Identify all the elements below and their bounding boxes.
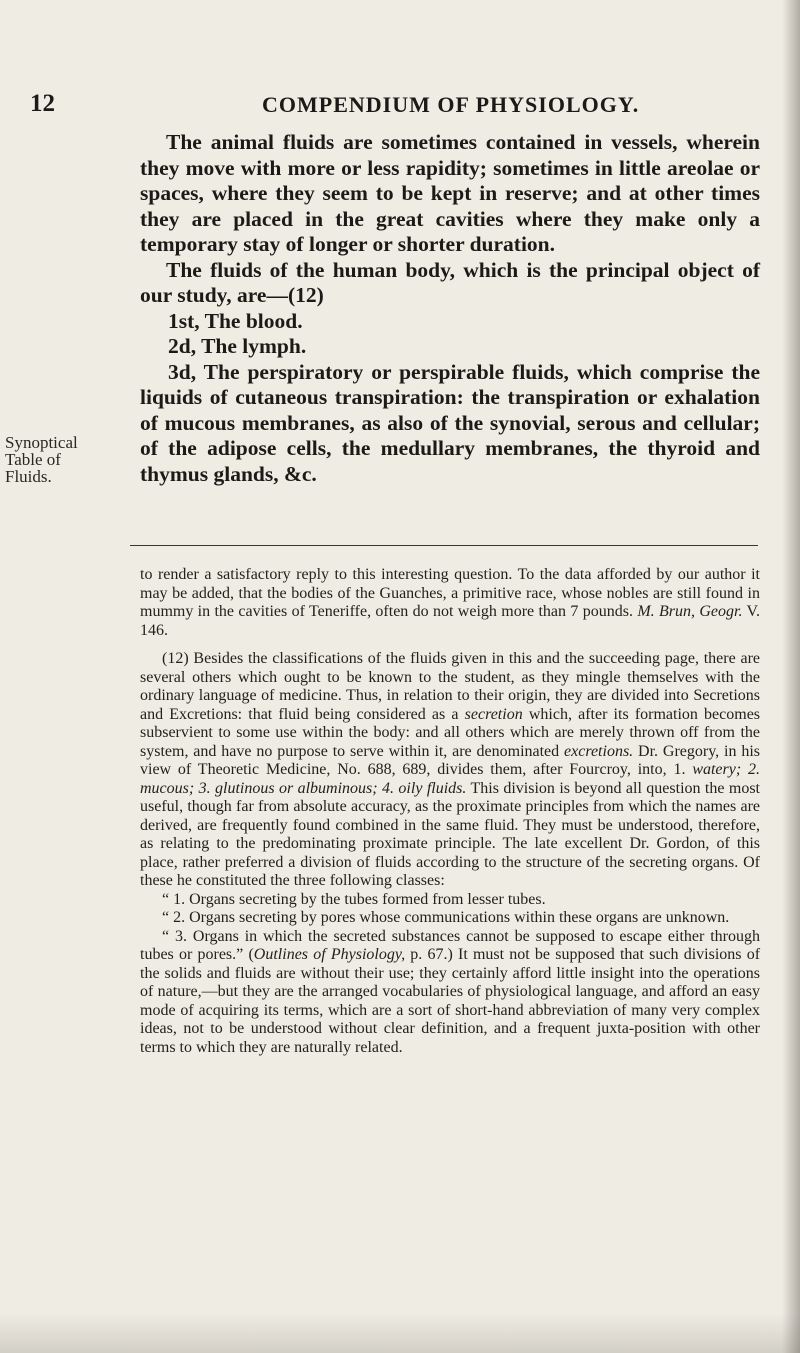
page-number: 12 [30, 90, 55, 117]
footnote-citation: M. Brun, Geogr. [637, 603, 743, 620]
footnote-divider [130, 545, 758, 546]
paragraph-principal-fluids: The fluids of the human body, which is the principal object of our study, are—(12) [140, 257, 760, 307]
footnote-12-class-1: “ 1. Organs secreting by the tubes formed from lesser tubes. [162, 890, 546, 908]
footnote-12-class-2: “ 2. Organs secreting by pores whose communications within these organs are unknown. [162, 909, 730, 926]
footnote-12-term-secretion: secretion [464, 705, 523, 723]
footnote-continuation-text: to render a satisfactory reply to this interesting question. To the data afforded by our author it may be added, that the bodies of the Guanches, a primitive race, whose nobles are still found in mummy in the cavities of Teneriffe, often do not weigh more than 7 pounds. [140, 566, 760, 620]
list-item-lymph: 2d, The lymph. [168, 334, 307, 358]
footnote-12-fluid-kinds: watery; 2. mucous; 3. glutinous or albuminous; 4. oily fluids. [140, 761, 761, 797]
margin-note: Synoptical Table of Fluids. [5, 433, 78, 486]
page-edge-shadow [782, 0, 800, 1353]
footnote-citation-volume: V. 146. [140, 603, 761, 639]
footnote-12-term-excretions: excretions. [564, 742, 634, 760]
footnote-12-text-a: (12) Besides the classifications of the fluids given in this and the succeeding page, there are several others which ought to be known to the student, as they mingle themselves with the ordinary language of medicine. Thus, in relation to their origin, they are divided into Secretions and Excretions: that fluid being considered as a [140, 650, 760, 723]
list-item-blood: 1st, The blood. [168, 308, 303, 333]
footnote-12-class-3-text: “ 3. Organs in which the secreted substances cannot be supposed to escape either through tubes or pores.” ( [140, 927, 760, 963]
footnote-continuation [140, 566, 760, 640]
main-text [140, 130, 760, 487]
paragraph-fluid-locations: The animal fluids are sometimes contained in vessels, wherein they move with more or less rapidity; sometimes in little areolae or spaces, where they seem to be kept in reserve; and at other times they are placed in the great cavities where they make only a temporary stay of longer or shorter duration. [140, 130, 760, 256]
footnote-12-class-3-citation: Outlines of Physiology, [253, 946, 406, 963]
footnote-12-class-3 [140, 928, 760, 1058]
footnote-12-text-d: This division is beyond all question the most useful, though far from absolute accuracy, as the proximate principles from which the names are derived, are frequently found combined in the same fluid. They must be understood, therefore, as relating to the predominating proximate principle. The late excellent Dr. Gordon, of this place, rather preferred a division of fluids according to the structure of the secreting organs. Of these he constituted the three following classes: [140, 779, 761, 889]
footnote-12-class-3-rest: p. 67.) It must not be supposed that such divisions of the solids and fluids are without their use; they certainly afford little insight into the operations of nature,—but they are the arranged vocabularies of physiological language, and afford an easy mode of acquiring its terms, which are a sort of short-hand abbreviation of many very complex ideas, not to be understood without clear definition, and a frequent juxta-position with other terms to which they are naturally related. [140, 946, 761, 1056]
footnotes [140, 566, 760, 1057]
page-bottom-shadow [0, 1313, 800, 1353]
footnote-12 [140, 650, 760, 891]
footnote-12-text-b: which, after its formation becomes subservient to some use within the body: and all others which are merely thrown off from the system, and have no purpose to serve within it, are denominated [140, 705, 761, 760]
footnote-12-text-c: Dr. Gregory, in his view of Theoretic Medicine, No. 688, 689, divides them, after Fourcroy, into, 1. [140, 742, 760, 778]
list-item-perspiratory-fluids: 3d, The perspiratory or perspirable fluids, which comprise the liquids of cutaneous transpiration: the transpiration or exhalation of mucous membranes, as also of the synovial, serous and cellular; of the adipose cells, the medullary membranes, the thyroid and thymus glands, &c. [140, 359, 760, 486]
running-title: COMPENDIUM OF PHYSIOLOGY. [262, 92, 640, 117]
